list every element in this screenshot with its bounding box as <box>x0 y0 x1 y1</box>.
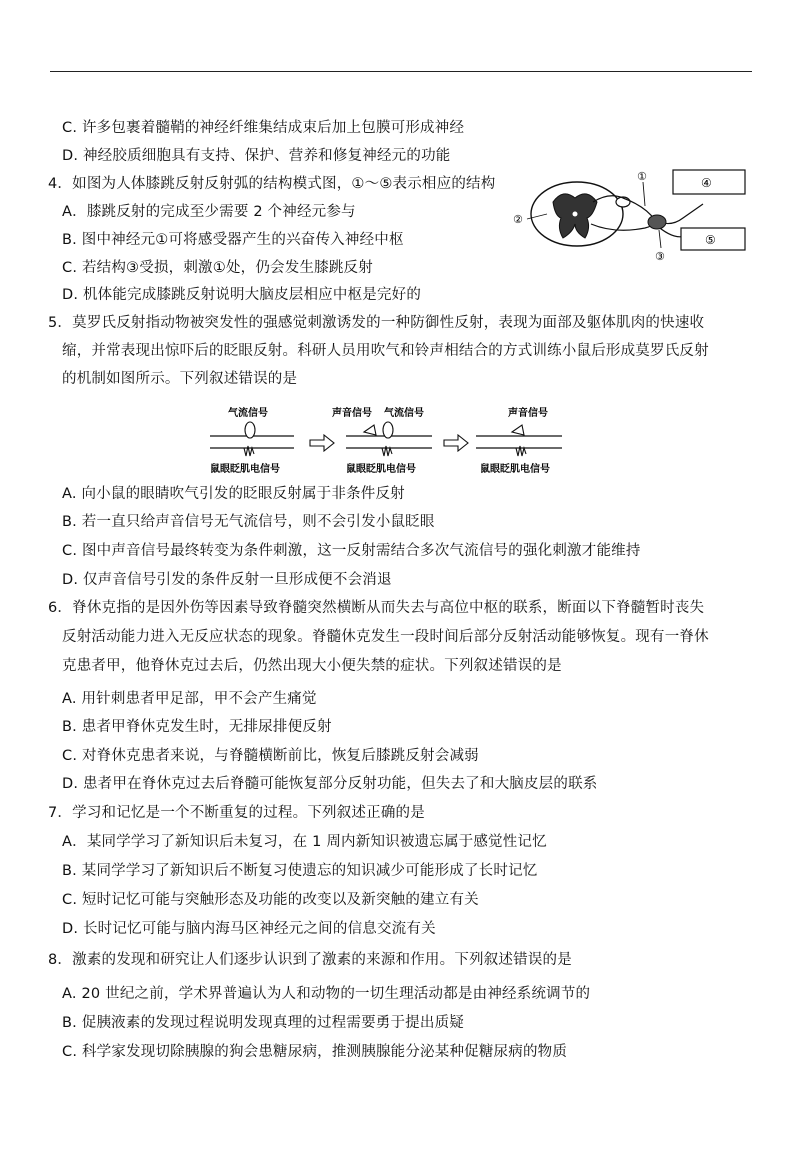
option-6d: D. 患者甲在脊休克过去后脊髓可能恢复部分反射功能，但失去了和大脑皮层的联系 <box>62 776 598 792</box>
option-7c: C. 短时记忆可能与突触形态及功能的改变以及新突触的建立有关 <box>62 892 479 908</box>
label-3: ③ <box>655 250 665 263</box>
question-6-stem-3: 克患者甲，他脊休克过去后，仍然出现大小便失禁的症状。下列叙述错误的是 <box>62 658 562 674</box>
option-7b: B. 某同学学习了新知识后不断复习使遗忘的知识减少可能形成了长时记忆 <box>62 863 538 879</box>
panel-sound-and-airflow <box>332 406 432 475</box>
panel2-top-left-label: 声音信号 <box>332 408 372 419</box>
panel3-bottom-label: 鼠眼眨肌电信号 <box>480 464 550 475</box>
arrow-2 <box>444 435 468 451</box>
option-6b: B. 患者甲脊休克发生时，无排尿排便反射 <box>62 719 332 735</box>
option-7a: A．某同学学习了新知识后未复习，在 1 周内新知识被遗忘属于感觉性记忆 <box>62 834 547 850</box>
question-8-stem: 8．激素的发现和研究让人们逐步认识到了激素的来源和作用。下列叙述错误的是 <box>48 952 572 968</box>
option-8c: C. 科学家发现切除胰腺的狗会患糖尿病，推测胰腺能分泌某种促糖尿病的物质 <box>62 1044 568 1060</box>
option-6c: C. 对脊休克患者来说，与脊髓横断前比，恢复后膝跳反射会减弱 <box>62 748 479 764</box>
arrow-1 <box>310 435 334 451</box>
label-5: ⑤ <box>705 233 716 247</box>
panel2-bottom-label: 鼠眼眨肌电信号 <box>346 464 416 475</box>
panel2-top-right-label: 气流信号 <box>384 408 424 419</box>
airflow-pulse-2 <box>383 422 393 438</box>
header-rule <box>50 71 752 72</box>
option-5b: B. 若一直只给声音信号无气流信号，则不会引发小鼠眨眼 <box>62 514 435 530</box>
panel-sound-only <box>476 406 562 475</box>
knee-joint <box>648 215 666 229</box>
question-5-stem-2: 缩，并常表现出惊吓后的眨眼反射。科研人员用吹气和铃声相结合的方式训练小鼠后形成莫罗氏反射 <box>62 343 709 359</box>
label-1: ① <box>637 170 647 183</box>
question-6-stem-1: 6．脊休克指的是因外伤等因素导致脊髓突然横断从而失去与高位中枢的联系，断面以下脊髓暂时丧失 <box>48 600 705 616</box>
question-4-stem: 4．如图为人体膝跳反射反射弧的结构模式图，①～⑤表示相应的结构 <box>48 176 496 192</box>
bell-icon-2 <box>512 425 524 435</box>
label-4: ④ <box>701 176 712 190</box>
option-8b: B. 促胰液素的发现过程说明发现真理的过程需要勇于提出质疑 <box>62 1015 464 1031</box>
question-5-stem-1: 5．莫罗氏反射指动物被突发性的强感觉刺激诱发的一种防御性反射，表现为面部及躯体肌肉的快速收 <box>48 315 705 331</box>
question-5-stem-3: 的机制如图所示。下列叙述错误的是 <box>62 371 298 387</box>
option-4d: D. 机体能完成膝跳反射说明大脑皮层相应中枢是完好的 <box>62 287 422 303</box>
reflex-arc-diagram <box>505 162 755 264</box>
panel-airflow-only <box>210 406 294 475</box>
option-3c: C. 许多包裹着髓鞘的神经纤维集结成束后加上包膜可形成神经 <box>62 120 465 136</box>
central-canal <box>573 212 578 217</box>
option-5a: A. 向小鼠的眼睛吹气引发的眨眼反射属于非条件反射 <box>62 486 405 502</box>
panel1-bottom-label: 鼠眼眨肌电信号 <box>210 464 280 475</box>
option-4b: B. 图中神经元①可将感受器产生的兴奋传入神经中枢 <box>62 232 404 248</box>
question-6-stem-2: 反射活动能力进入无反应状态的现象。脊髓休克发生一段时间后部分反射活动能够恢复。现有一脊休 <box>62 629 709 645</box>
option-5d: D. 仅声音信号引发的条件反射一旦形成便不会消退 <box>62 572 392 588</box>
option-5c: C. 图中声音信号最终转变为条件刺激，这一反射需结合多次气流信号的强化刺激才能维持 <box>62 543 641 559</box>
panel3-top-label: 声音信号 <box>508 408 548 419</box>
panel1-top-label: 气流信号 <box>228 408 268 419</box>
bell-icon-1 <box>364 425 376 435</box>
option-3d: D. 神经胶质细胞具有支持、保护、营养和修复神经元的功能 <box>62 148 451 164</box>
option-4c: C. 若结构③受损，刺激①处，仍会发生膝跳反射 <box>62 260 373 276</box>
option-7d: D. 长时记忆可能与脑内海马区神经元之间的信息交流有关 <box>62 921 436 937</box>
option-6a: A. 用针刺患者甲足部，甲不会产生痛觉 <box>62 691 317 707</box>
option-8a: A. 20 世纪之前，学术界普遍认为人和动物的一切生理活动都是由神经系统调节的 <box>62 986 591 1002</box>
option-4a: A．膝跳反射的完成至少需要 2 个神经元参与 <box>62 204 356 220</box>
airflow-pulse-1 <box>245 422 255 438</box>
label-2: ② <box>513 213 523 226</box>
moro-reflex-diagram <box>200 402 600 482</box>
question-7-stem: 7．学习和记忆是一个不断重复的过程。下列叙述正确的是 <box>48 805 425 821</box>
